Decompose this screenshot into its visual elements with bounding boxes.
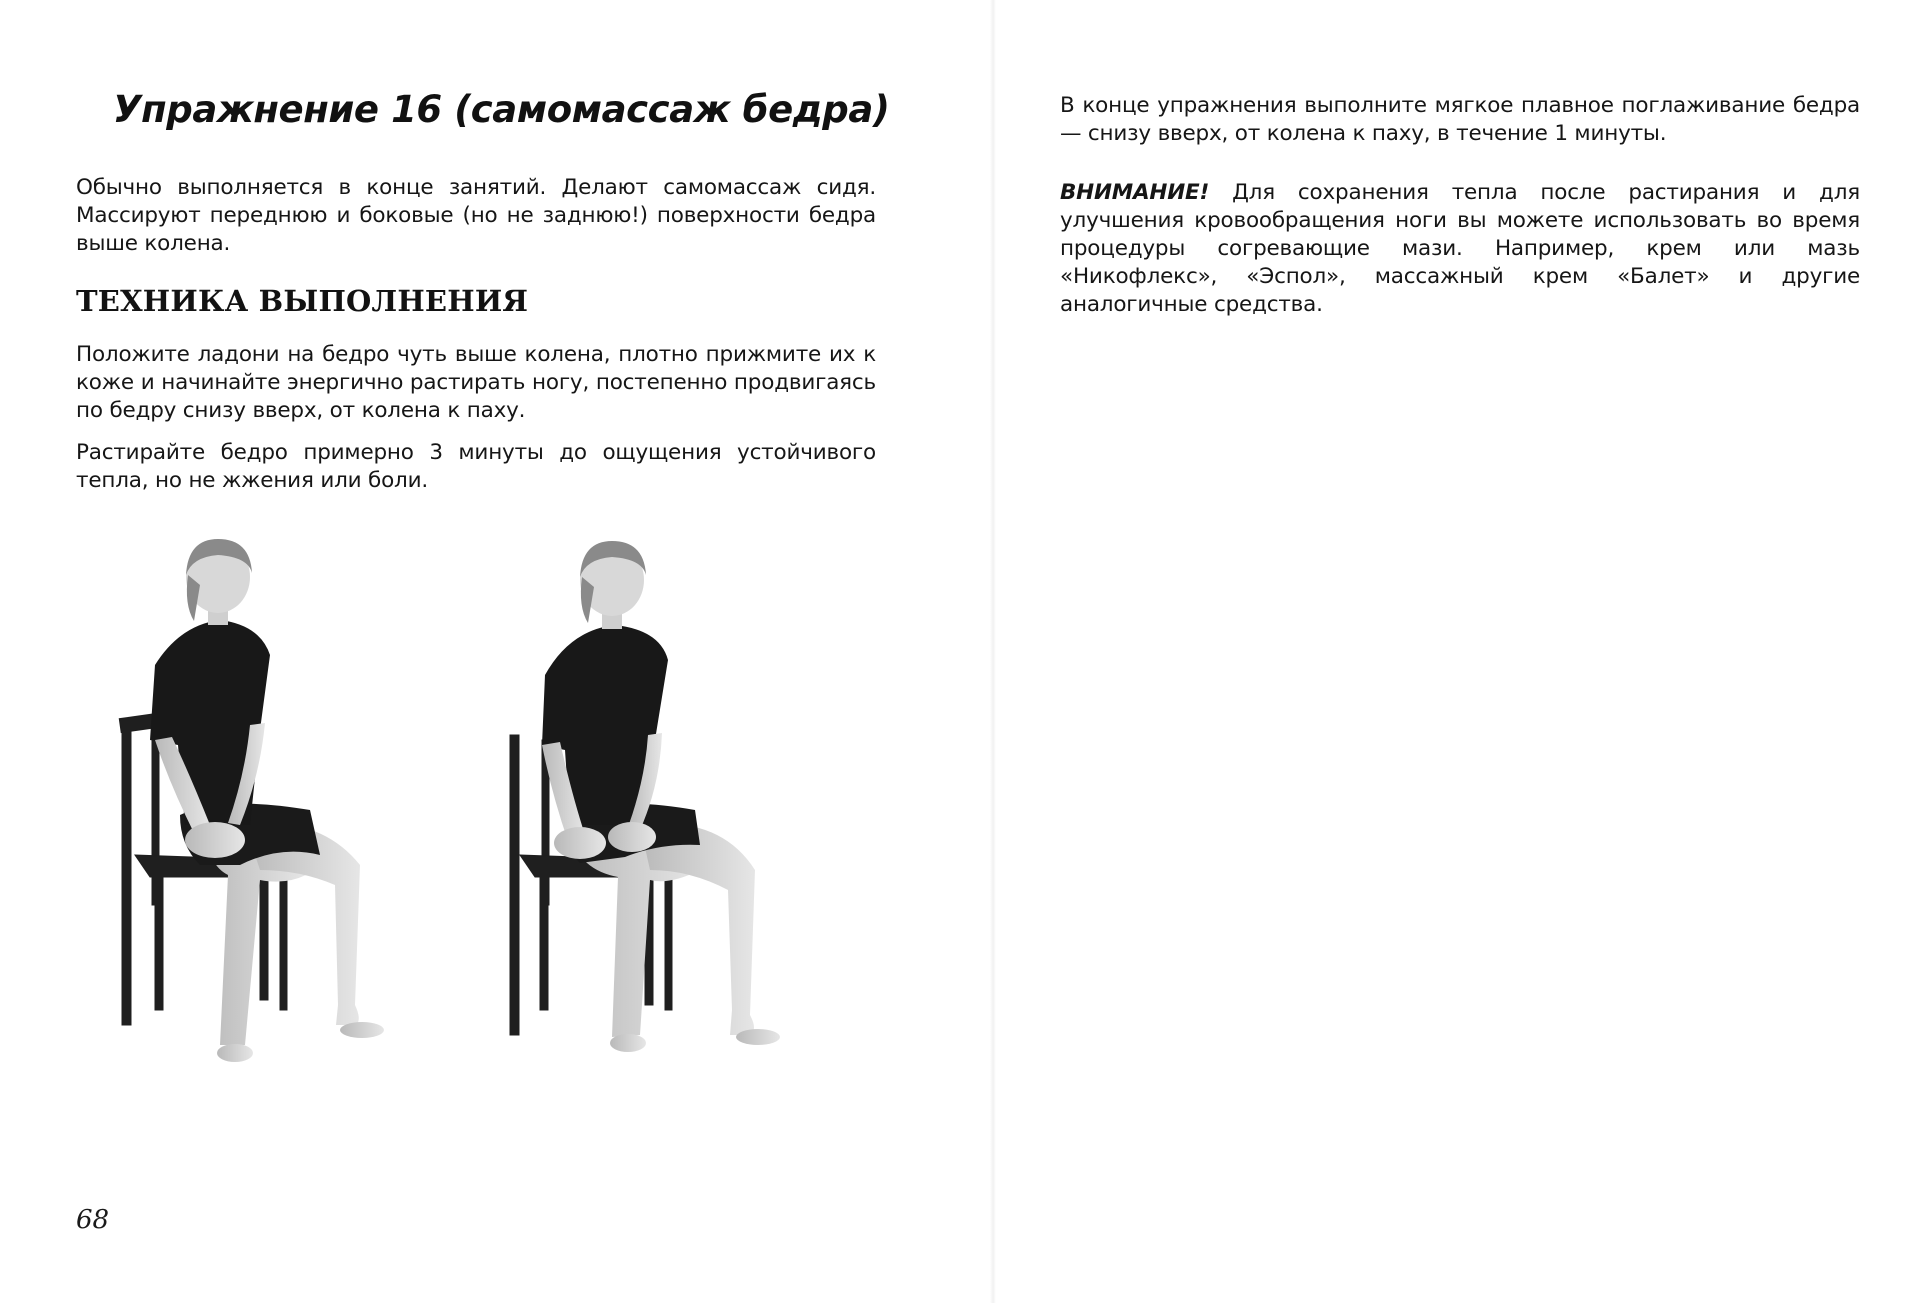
photo-seated-rubbing-thigh	[500, 525, 830, 1085]
technique-heading: ТЕХНИКА ВЫПОЛНЕНИЯ	[76, 284, 529, 318]
attention-label: ВНИМАНИЕ!	[1060, 180, 1210, 205]
ending-paragraph: В конце упражнения выполните мягкое плавное поглаживание бедра — снизу вверх, от колена к паху, в течение 1 минуты.	[1060, 93, 1860, 146]
intro-paragraph: Обычно выполняется в конце занятий. Делают самомассаж сидя. Массируют переднюю и боковые (но не заднюю!) поверхности бедра выше колена.	[76, 175, 876, 256]
photo-seated-hands-on-knee	[110, 525, 440, 1085]
shirt-illustration	[150, 620, 270, 825]
attention-text: Для сохранения тепла после растирания и для улучшения кровообращения ноги вы можете использовать во время процедуры согревающие мази. Например, крем или мазь «Никофлекс», «Эспол», массажный крем «Балет» и другие аналогичные средства.	[1060, 180, 1860, 317]
book-gutter	[990, 0, 996, 1303]
attention-paragraph	[1060, 179, 1860, 319]
technique-step-2: Растирайте бедро примерно 3 минуты до ощущения устойчивого тепла, но не жжения или боли.	[76, 440, 876, 493]
exercise-photos	[110, 525, 850, 1085]
exercise-title: Упражнение 16 (самомассаж бедра)	[113, 88, 890, 131]
right-page	[1005, 0, 1919, 1303]
technique-step-1: Положите ладони на бедро чуть выше колена, плотно прижмите их к коже и начинайте энергично растирать ногу, постепенно продвигаясь по бедру снизу вверх, от колена к паху.	[76, 342, 876, 423]
page-number: 68	[76, 1205, 110, 1235]
